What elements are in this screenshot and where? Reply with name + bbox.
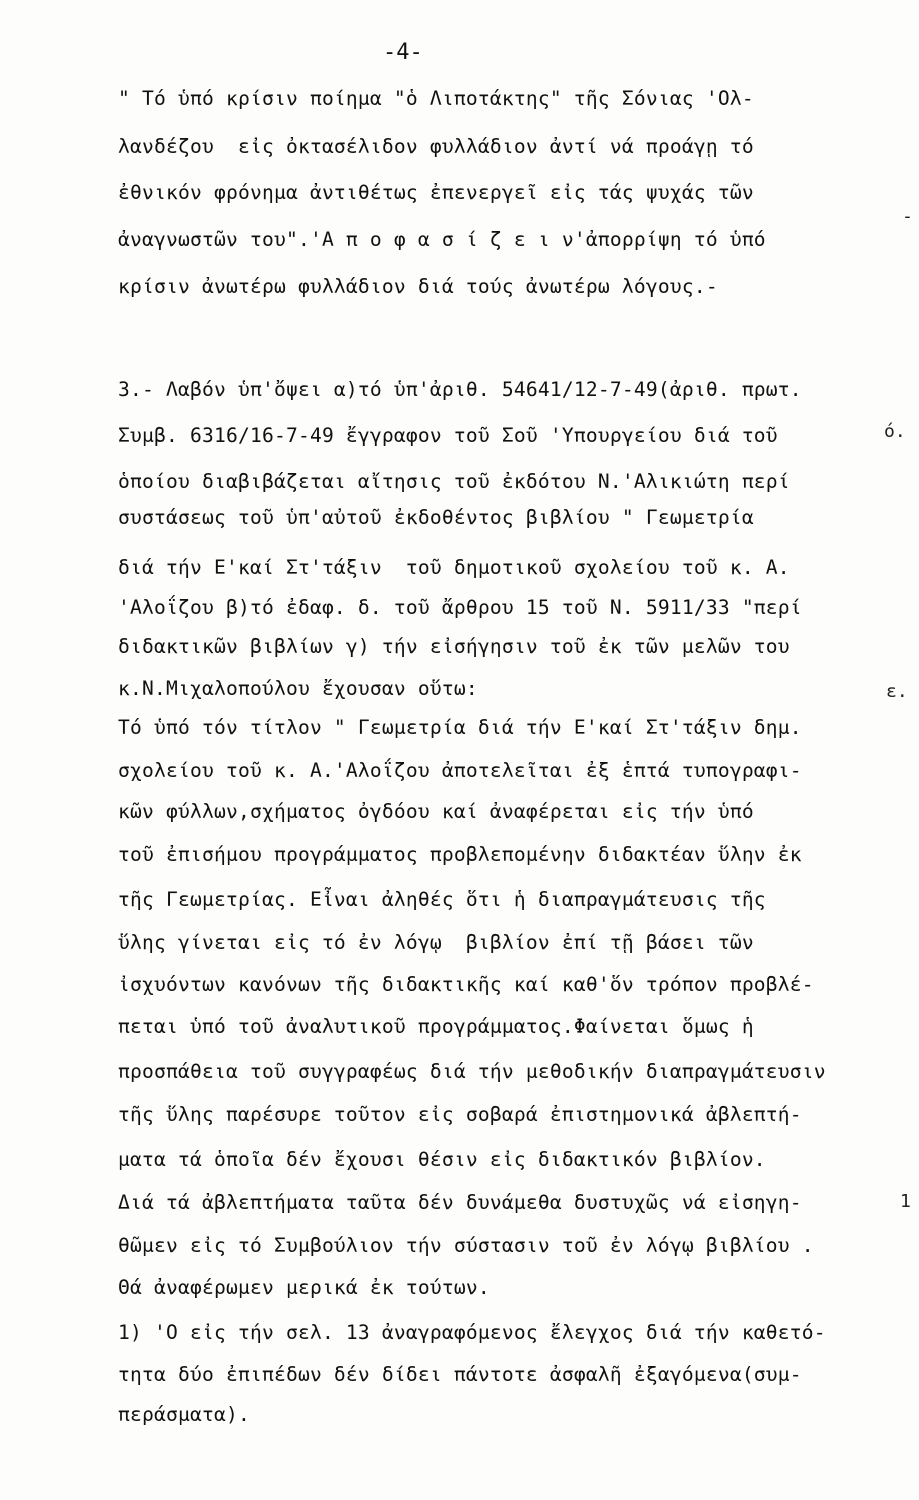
margin-mark: ε. xyxy=(886,681,908,702)
text-line: ματα τά ὁποῖα δέν ἔχουσι θέσιν εἰς διδακτικόν βιβλίον. xyxy=(118,1148,766,1171)
text-line: 'Αλοΐζου β)τό ἐδαφ. δ. τοῦ ἄρθρου 15 τοῦ Ν. 5911/33 "περί xyxy=(118,596,802,619)
margin-mark: - xyxy=(902,206,913,227)
text-line: πεται ὑπό τοῦ ἀναλυτικοῦ προγράμματος.Φαίνεται ὅμως ἡ xyxy=(118,1015,754,1038)
text-line: ὁποίου διαβιβάζεται αἴτησις τοῦ ἐκδότου Ν.'Αλικιώτη περί xyxy=(118,470,790,493)
text-line: Τό ὑπό τόν τίτλον " Γεωμετρία διά τήν Ε'καί Στ'τάξιν δημ. xyxy=(118,716,802,739)
text-line: προσπάθεια τοῦ συγγραφέως διά τήν μεθοδικήν διαπραγμάτευσιν xyxy=(118,1060,826,1083)
text-line: διά τήν Ε'καί Στ'τάξιν τοῦ δημοτικοῦ σχολείου τοῦ κ. Α. xyxy=(118,556,790,579)
text-line: ἐθνικόν φρόνημα ἀντιθέτως ἐπενεργεῖ εἰς τάς ψυχάς τῶν xyxy=(118,181,754,204)
text-line: διδακτικῶν βιβλίων γ) τήν εἰσήγησιν τοῦ ἐκ τῶν μελῶν του xyxy=(118,635,790,658)
page-number: -4- xyxy=(383,40,423,65)
text-line: ἀναγνωστῶν του".'Α π ο φ α σ ί ζ ε ι ν'ἀπορρίψη τό ὑπό xyxy=(118,228,766,251)
text-line: τῆς Γεωμετρίας. Εἶναι ἀληθές ὅτι ἡ διαπραγμάτευσις τῆς xyxy=(118,888,766,911)
text-line: 3.- Λαβόν ὑπ'ὄψει α)τό ὑπ'ἀριθ. 54641/12-7-49(ἀριθ. πρωτ. xyxy=(118,378,802,401)
text-line: λανδέζου εἰς ὀκτασέλιδον φυλλάδιον ἀντί νά προάγῃ τό xyxy=(118,135,754,158)
text-line: Διά τά ἀβλεπτήματα ταῦτα δέν δυνάμεθα δυστυχῶς νά εἰσηγη- xyxy=(118,1191,802,1214)
text-line: κῶν φύλλων,σχήματος ὀγδόου καί ἀναφέρεται εἰς τήν ὑπό xyxy=(118,800,754,823)
text-line: τοῦ ἐπισήμου προγράμματος προβλεπομένην διδακτέαν ὕλην ἐκ xyxy=(118,843,802,866)
text-line: " Τό ὑπό κρίσιν ποίημα "ὁ Λιποτάκτης" τῆς Σόνιας 'Ολ- xyxy=(118,87,754,110)
text-line: κρίσιν ἀνωτέρω φυλλάδιον διά τούς ἀνωτέρω λόγους.- xyxy=(118,275,718,298)
text-line: τῆς ὕλης παρέσυρε τοῦτον εἰς σοβαρά ἐπιστημονικά ἀβλεπτή- xyxy=(118,1103,802,1126)
margin-mark: ό. xyxy=(884,421,906,442)
text-line: 1) 'Ο εἰς τήν σελ. 13 ἀναγραφόμενος ἔλεγχος διά τήν καθετό- xyxy=(118,1321,826,1344)
text-line: Θά ἀναφέρωμεν μερικά ἐκ τούτων. xyxy=(118,1276,490,1299)
text-line: τητα δύο ἐπιπέδων δέν δίδει πάντοτε ἀσφαλῆ ἐξαγόμενα(συμ- xyxy=(118,1363,802,1386)
text-line: ὕλης γίνεται εἰς τό ἐν λόγῳ βιβλίον ἐπί τῇ βάσει τῶν xyxy=(118,931,754,954)
text-line: περάσματα). xyxy=(118,1403,250,1426)
text-line: θῶμεν εἰς τό Συμβούλιον τήν σύστασιν τοῦ ἐν λόγῳ βιβλίου . xyxy=(118,1234,814,1257)
text-line: σχολείου τοῦ κ. Α.'Αλοΐζου ἀποτελεῖται ἐξ ἑπτά τυπογραφι- xyxy=(118,759,802,782)
text-line: Συμβ. 6316/16-7-49 ἔγγραφον τοῦ Σοῦ 'Υπουργείου διά τοῦ xyxy=(118,424,778,447)
text-line: ἰσχυόντων κανόνων τῆς διδακτικῆς καί καθ'ὅν τρόπον προβλέ- xyxy=(118,973,814,996)
margin-mark: 1 xyxy=(900,1191,911,1212)
text-line: κ.Ν.Μιχαλοπούλου ἔχουσαν οὕτω: xyxy=(118,677,478,700)
text-line: συστάσεως τοῦ ὑπ'αὐτοῦ ἐκδοθέντος βιβλίου " Γεωμετρία xyxy=(118,506,754,529)
